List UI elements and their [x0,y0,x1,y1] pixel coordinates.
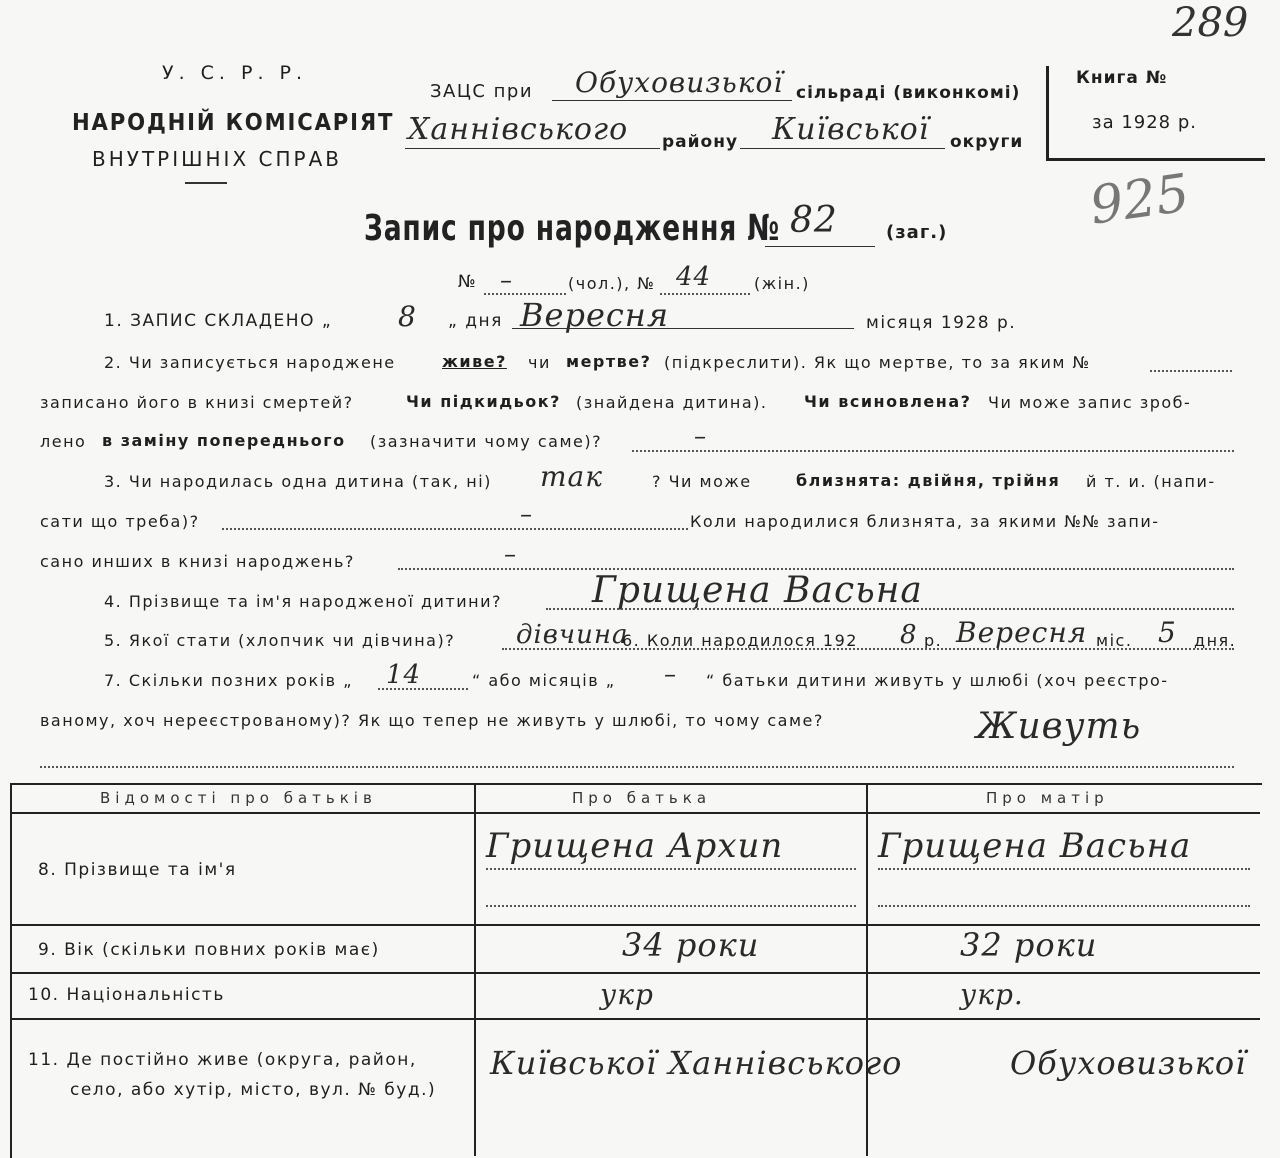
row-residence-father: Київської Ханнівського [490,1044,903,1082]
q3-line1-a: 3. Чи народилась одна дитина (так, ні) [104,472,492,491]
record-title: Запис про народження № [364,208,780,249]
q2-found: Чи підкидьок? [406,392,561,411]
table-header-father: Про батька [572,789,712,807]
archive-stamp: 925 [1086,163,1193,237]
row-name-dots-mother [878,868,1250,870]
table-header-mother: Про матір [986,789,1109,807]
q7-answer-dots [40,766,1234,768]
q2-number-dots [1150,370,1232,372]
q2-answer: – [694,422,707,450]
q3-line2-b: Коли народилися близнята, за якими №№ запи- [690,512,1160,531]
q5-day: 5 [1158,616,1177,649]
row-name-mother: Грищена Васьна [878,826,1192,866]
zags-suffix: сільраді (виконкомі) [796,83,1021,103]
zags-prefix: ЗАЦС при [430,81,534,102]
q7-years-dots [378,688,468,690]
q3-line1-c: й т. и. (напи- [1086,472,1216,491]
district-line [405,148,660,149]
q1-month: Вересня [520,296,670,334]
zags-village-line [552,100,792,101]
q3-line3-a: сано инших в книзі народжень? [40,552,355,571]
q3-line1-b: ? Чи може [652,472,752,491]
q7-answer: Живуть [976,706,1142,747]
q4-answer-dots [546,608,1234,610]
q2-line3-a: лено [40,432,87,451]
q1-day: 8 [398,300,417,333]
q2-replace: в заміну попереднього [102,431,346,450]
row-age-father: 34 роки [622,926,760,964]
q7-years: 14 [386,660,422,690]
book-year: за 1928 р. [1092,112,1198,133]
q2-line2-b: (знайдена дитина). [576,393,768,412]
q1-label: 1. ЗАПИС СКЛАДЕНО „ [104,311,333,331]
q4-answer: Грищена Васьна [592,570,923,611]
district-label: району [662,132,739,152]
commissariat-heading: НАРОДНІЙ КОМІСАРІЯТ [72,110,395,136]
table-col-divider-2 [866,783,868,1156]
q5-label: 5. Якої стати (хлопчик чи дівчина)? [104,631,456,650]
q3-answer2: – [520,500,533,528]
record-number-line [765,246,875,247]
q2-line1-b: чи [528,353,551,372]
table-row-divider-3 [10,1018,1260,1020]
ussr-heading: У. С. Р. Р. [162,62,308,84]
q3-answer2-dots [222,528,688,530]
q7-end: “ батьки дитини живуть у шлюбі (хоч реєстро- [706,671,1169,690]
okrug-label: округи [950,132,1024,152]
q3-line2-a: сати що треба)? [40,512,200,531]
q3-answer3: – [504,540,517,568]
q2-line3-b: (зазначити чому саме)? [370,432,603,451]
record-number: 82 [790,200,838,241]
q2-line2-c: Чи може запис зроб- [988,393,1192,412]
row-age-mother: 32 роки [960,926,1098,964]
q7-label: 7. Скільки позних років „ [104,671,353,690]
table-col-divider-1 [474,783,476,1156]
row-residence-label-1: 11. Де постійно живе (округа, район, [28,1050,417,1070]
q2-adopted: Чи всиновлена? [804,392,972,411]
record-number-suffix: (заг.) [886,222,948,243]
q5-end: дня. [1194,631,1237,650]
row-name-dots-mother-2 [878,905,1250,907]
q1-month-line [512,328,854,329]
row-nationality-father: укр [600,978,654,1011]
row-nationality-mother: укр. [960,978,1024,1011]
q2-answer-dots [632,450,1234,452]
row-name-dots-father-2 [486,905,856,907]
q7-line2: ваному, хоч нереєстрованому)? Як що тепер не живуть у шлюбі, то чому саме? [40,711,824,730]
q2-dead: мертве? [566,352,652,371]
female-number: 44 [676,262,712,292]
q5-mid: 6. Коли народилося 192 [622,631,858,650]
q2-live: живе? [442,352,507,371]
q5-r: р. [924,631,943,650]
q3-answer: так [540,460,603,493]
q5-year: 8 [900,620,918,650]
book-label: Книга № [1076,68,1168,88]
q1-end: місяця 1928 р. [866,313,1017,333]
q1-mid: „ дня [448,311,503,331]
header-divider [185,182,227,184]
row-residence-label-2: село, або хутір, місто, вул. № буд.) [70,1080,437,1100]
row-age-label: 9. Вік (скільки повних років має) [38,940,380,960]
district-name: Ханнівського [408,112,629,147]
row-name-dots-father [486,868,856,870]
okrug-name: Київської [772,112,930,147]
q2-line2-a: записано його в книзі смертей? [40,393,354,412]
female-label: (жін.) [754,274,810,293]
male-label: (чол.), № [568,274,656,293]
q3-twins: близнята: двійня, трійня [796,471,1061,490]
table-header-divider [10,812,1260,814]
q5-dots [502,648,1234,650]
q4-label: 4. Прізвище та ім'я народженої дитини? [104,592,502,611]
q5-answer: дівчина [516,620,629,650]
q5-mis: міс. [1096,631,1133,650]
row-name-father: Грищена Архип [486,826,784,866]
male-number-dots [484,293,566,295]
q7-months: – [664,660,677,688]
q7-mid: “ або місяців „ [472,671,616,690]
q2-line1-a: 2. Чи записується народжене [104,353,396,372]
page-number: 289 [1172,0,1249,46]
zags-village: Обуховизької [575,66,784,99]
male-number: – [500,266,513,294]
row-name-label: 8. Прізвище та ім'я [38,860,237,880]
okrug-line [740,148,945,149]
female-number-dots [660,293,750,295]
table-row-divider-2 [10,972,1260,974]
commissariat-subheading: ВНУТРІШНІХ СПРАВ [92,147,342,171]
table-header-info: Відомості про батьків [100,789,377,807]
q5-month: Вересня [956,616,1088,649]
q2-line1-c: (підкреслити). Як що мертве, то за яким № [664,353,1091,372]
row-nationality-label: 10. Національність [28,985,225,1005]
num-prefix: № [458,272,478,292]
row-residence-mother: Обуховизької [1010,1044,1247,1082]
